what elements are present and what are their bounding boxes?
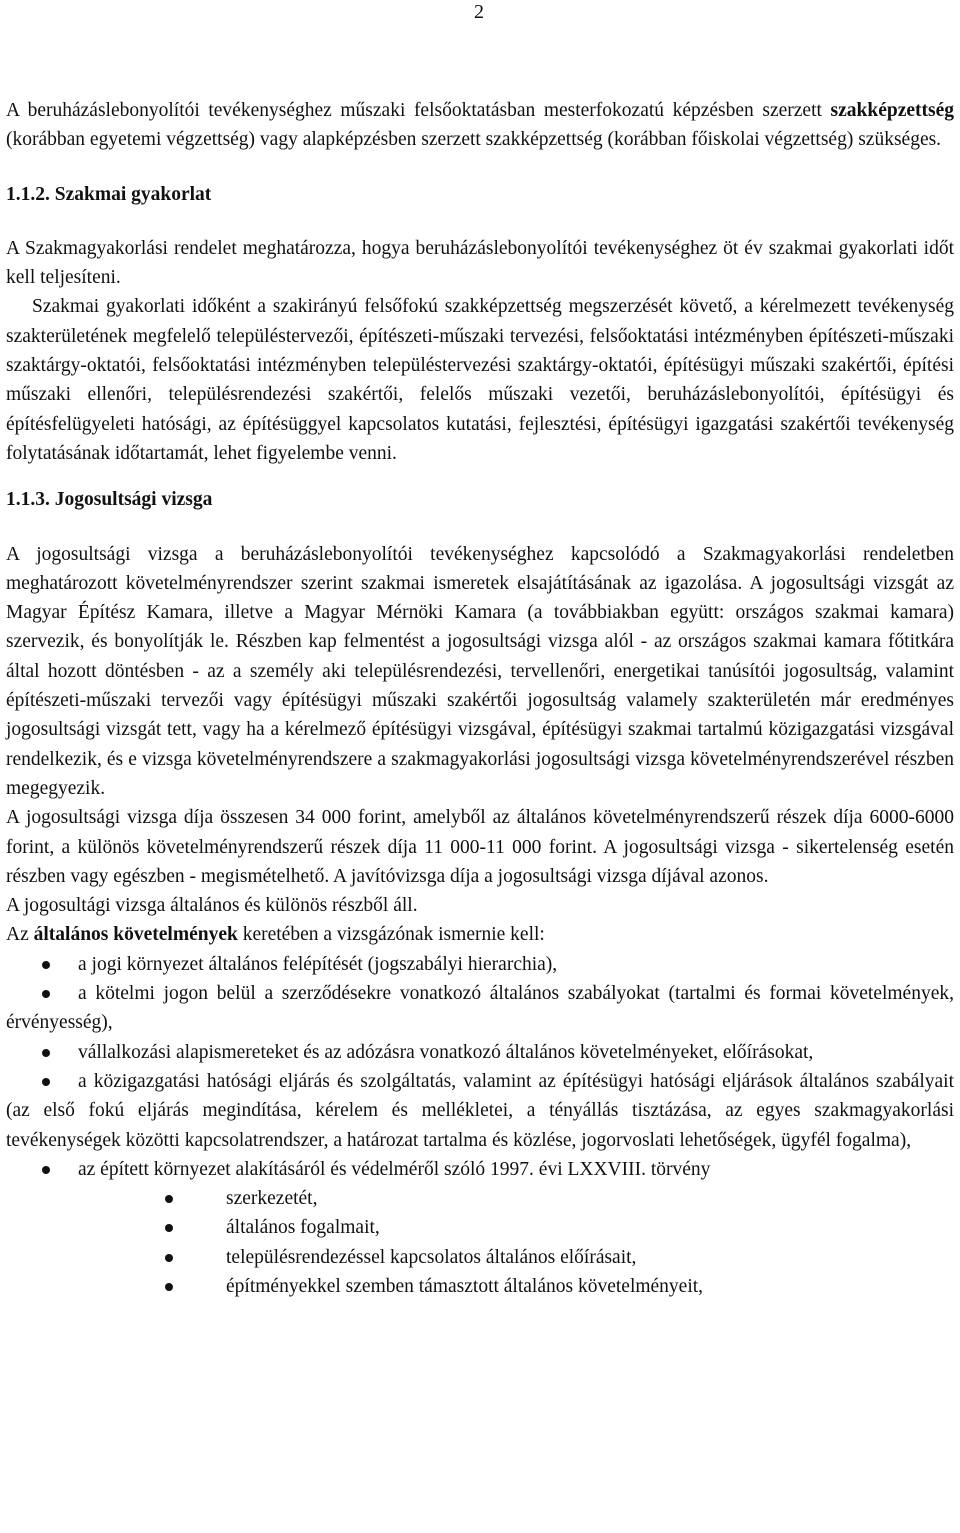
list-item [6, 979, 954, 1038]
bullet-icon [42, 1166, 50, 1174]
bullet-icon [42, 990, 50, 998]
list-item [6, 1155, 954, 1184]
list-item-text: az épített környezet alakításáról és védelméről szóló 1997. évi LXXVIII. törvény [78, 1158, 711, 1180]
sub-list-item-text: szerkezetét, [226, 1188, 318, 1210]
sub-list-item [6, 1184, 954, 1213]
list-item-text: a jogi környezet általános felépítését (jogszabályi hierarchia), [78, 953, 558, 975]
vizsga-paragraph-4 [6, 920, 954, 949]
section-heading-jogosultsagi-vizsga: 1.1.3. Jogosultsági vizsga [6, 489, 213, 511]
list-item [6, 950, 954, 979]
intro-bold-term: szakképzettség [830, 100, 954, 121]
sub-list-item [6, 1272, 954, 1301]
vizsga-paragraph-1: A jogosultsági vizsga a beruházáslebonyolítói tevékenységhez kapcsolódó a Szakmagyakorlási rendeletben meghatározott követelményrendszer szerint szakmai ismeretek elsajátításának az igazolása. A jogosultsági vizsgát az Magyar Építész Kamara, illetve a Magyar Mérnöki Kamara (a továbbiakban együtt: országos szakmai kamara) szervezik, és bonyolítják le. Részben kap felmentést a jogosultsági vizsga alól - az országos szakmai kamara főtitkára által hozott döntésben - az a személy aki településrendezési, tervellenőri, energetikai tanúsítói jogosultság, valamint építészeti-műszaki tervezői vagy építésügyi műszaki szakértői jogosultság valamely szakterületén már eredményes jogosultsági vizsgát tett, vagy ha a kérelmező építésügyi vizsgával, építésügyi szakmai tartalmú közigazgatási vizsgával rendelkezik, és e vizsga követelményrendszere a szakmagyakorlási jogosultsági vizsga követelményrendszerével részben megegyezik. [6, 543, 954, 799]
list-item-text: a kötelmi jogon belül a szerződésekre vonatkozó általános szabályokat (tartalmi és formai követelmények, érvényesség), [6, 983, 954, 1034]
p4-bold-term: általános követelmények [33, 924, 238, 946]
list-item [6, 1038, 954, 1067]
bullet-icon [165, 1254, 173, 1262]
p4-text-end: keretében a vizsgázónak ismernie kell: [237, 924, 545, 946]
bullet-icon [42, 961, 50, 969]
sub-list-item-text: településrendezéssel kapcsolatos általános előírásait, [226, 1246, 637, 1268]
page-number: 2 [474, 1, 484, 23]
bullet-icon [165, 1283, 173, 1291]
sub-list-item [6, 1213, 954, 1242]
section-heading-szakmai-gyakorlat: 1.1.2. Szakmai gyakorlat [6, 183, 212, 205]
sub-list-item-text: általános fogalmait, [226, 1217, 380, 1239]
bullet-icon [165, 1195, 173, 1203]
vizsga-paragraph-3: A jogosultági vizsga általános és különös részből áll. [6, 895, 418, 917]
list-item [6, 1067, 954, 1155]
intro-text-end: (korábban egyetemi végzettség) vagy alapképzésben szerzett szakképzettség (korábban főiskolai végzettség) szükséges. [6, 129, 942, 151]
sub-list-item-text: építményekkel szemben támasztott általános követelményeit, [226, 1275, 704, 1297]
intro-paragraph [6, 96, 954, 155]
bullet-icon [42, 1078, 50, 1086]
document-body [6, 96, 954, 1301]
gyakorlat-paragraph-2: Szakmai gyakorlati időként a szakirányú felsőfokú szakképzettség megszerzését követő, a kérelmezett tevékenység szakterületének megfelelő településtervezői, építészeti-műszaki tervezési, felsőoktatási intézményben építészeti-műszaki szaktárgy-oktatói, felsőoktatási intézményben településtervezési szaktárgy-oktatói, építésügyi műszaki szakértői, építési műszaki ellenőri, településrendezési szakértői, felelős műszaki vezetői, beruházáslebonyolítói, építésügyi és építésfelügyeleti hatósági, az építésüggyel kapcsolatos kutatási, fejlesztési, építésügyi igazgatási szakértői tevékenység folytatásának időtartamát, lehet figyelembe venni. [6, 296, 954, 464]
list-item-text: vállalkozási alapismereteket és az adózásra vonatkozó általános követelményeket, előírásokat, [78, 1041, 814, 1063]
gyakorlat-paragraph-1: A Szakmagyakorlási rendelet meghatározza, hogya beruházáslebonyolítói tevékenységhez öt év szakmai gyakorlati időt kell teljesíteni. [6, 237, 954, 289]
bullet-icon [42, 1049, 50, 1057]
list-item-text: a közigazgatási hatósági eljárás és szolgáltatás, valamint az építésügyi hatósági eljárások általános szabályait (az első fokú eljárás megindítása, kérelem és mellékletei, a tényállás tisztázása, az egyes szakmagyakorlási tevékenységek közötti kapcsolatrendszer, a határozat tartalma és közlése, jogorvoslati lehetőségek, ügyfél fogalma), [6, 1070, 954, 1151]
intro-text-start: A beruházáslebonyolítói tevékenységhez műszaki felsőoktatásban mesterfokozatú képzésben szerzett [6, 100, 831, 121]
vizsga-paragraph-2: A jogosultsági vizsga díja összesen 34 000 forint, amelyből az általános követelményrendszerű részek díja 6000-6000 forint, a különös követelményrendszerű részek díja 11 000-11 000 forint. A jogosultsági vizsga - sikertelenség esetén részben vagy egészben - megismételhető. A javítóvizsga díja a jogosultsági vizsga díjával azonos. [6, 807, 954, 887]
p4-text-start: Az [6, 924, 34, 946]
bullet-icon [165, 1224, 173, 1232]
sub-list-item [6, 1243, 954, 1272]
